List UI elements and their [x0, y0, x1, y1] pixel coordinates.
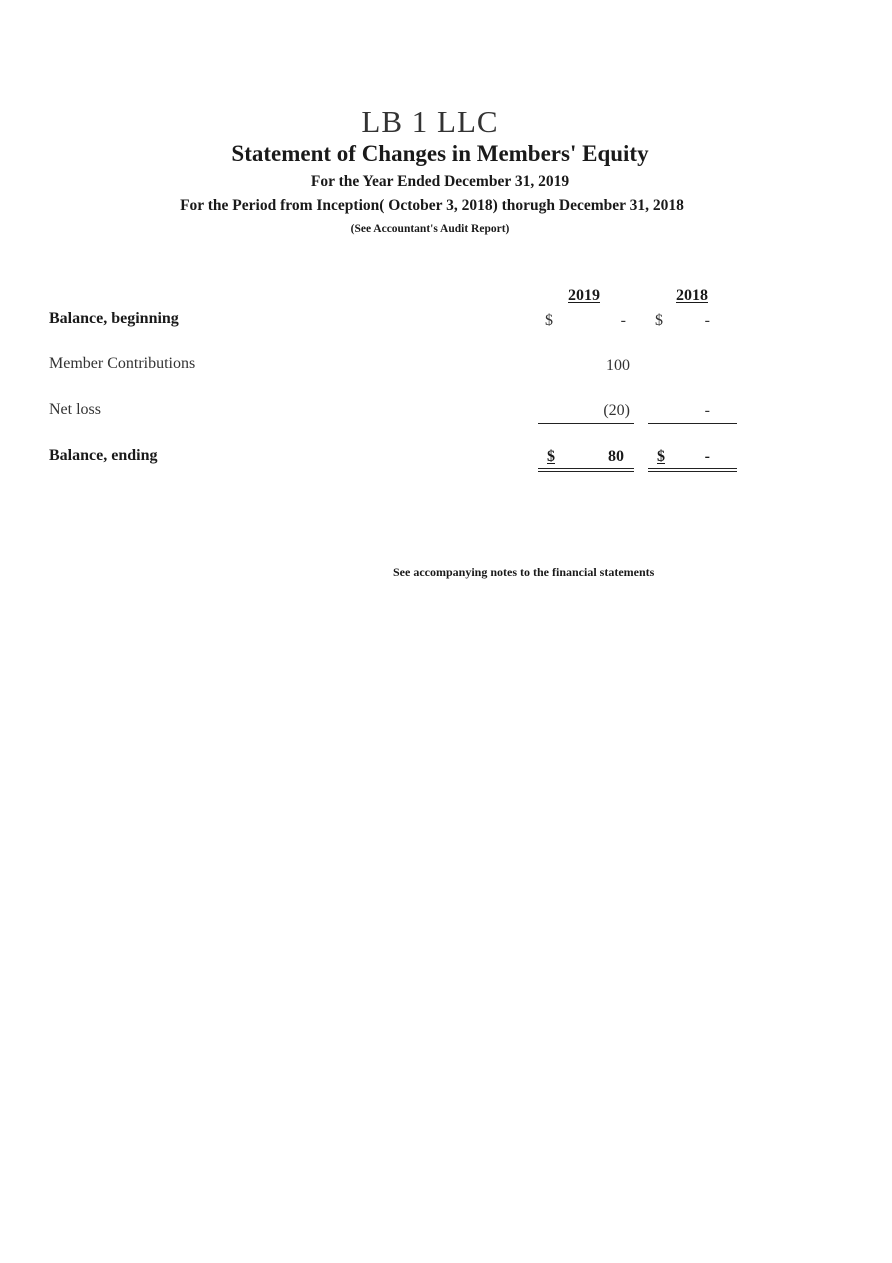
- row-label-member-contributions: Member Contributions: [49, 355, 196, 372]
- amount-cell: -: [704, 402, 710, 419]
- amount-cell: -: [620, 312, 626, 329]
- amount-cell: -: [704, 448, 710, 465]
- amount-cell: 100: [606, 357, 630, 374]
- footer-note: See accompanying notes to the financial statements: [393, 565, 655, 579]
- amount-cell: (20): [603, 402, 630, 419]
- column-header-2018: 2018: [676, 287, 708, 304]
- row-label-balance-ending: Balance, ending: [49, 447, 158, 464]
- currency-symbol: $: [547, 448, 555, 465]
- column-header-2019: 2019: [568, 287, 600, 304]
- amount-cell: 80: [608, 448, 624, 465]
- total-double-rule-2019-top: [538, 468, 634, 469]
- currency-symbol: $: [545, 312, 553, 329]
- row-label-balance-beginning: Balance, beginning: [49, 310, 179, 327]
- currency-symbol: $: [655, 312, 663, 329]
- amount-cell: -: [704, 312, 710, 329]
- subtotal-rule-2018: [648, 423, 737, 424]
- total-double-rule-2018-top: [648, 468, 737, 469]
- period-line-2: For the Period from Inception( October 3, 2018) thorugh December 31, 2018: [180, 197, 684, 214]
- subtotal-rule-2019: [538, 423, 634, 424]
- total-double-rule-2019-bottom: [538, 471, 634, 472]
- period-line-1: For the Year Ended December 31, 2019: [310, 173, 570, 190]
- row-label-net-loss: Net loss: [49, 401, 101, 418]
- statement-title: Statement of Changes in Members' Equity: [231, 141, 649, 166]
- company-name: LB 1 LLC: [361, 104, 499, 139]
- audit-report-note: (See Accountant's Audit Report): [350, 223, 510, 235]
- currency-symbol: $: [657, 448, 665, 465]
- total-double-rule-2018-bottom: [648, 471, 737, 472]
